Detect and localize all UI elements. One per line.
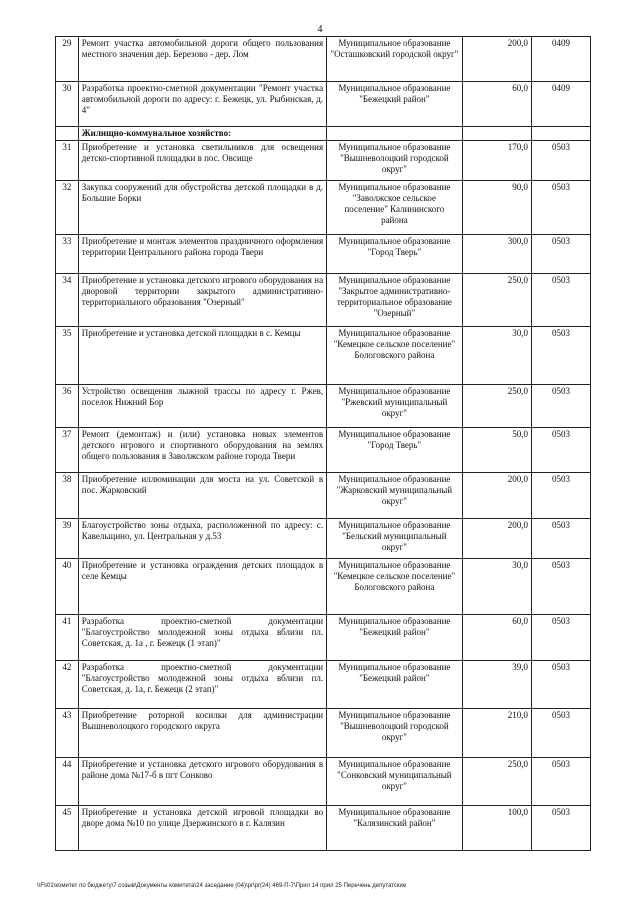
row-description: Закупка сооружений для обустройства детской площадки в д. Большие Борки (78, 181, 326, 235)
row-municipality: Муниципальное образование "Кемецкое сельское поселение" Бологовского района (327, 559, 463, 615)
row-amount: 90,0 (462, 181, 531, 235)
row-municipality: Муниципальное образование "Вышневолоцкий городской округ" (327, 141, 463, 181)
row-description: Ремонт (демонтаж) и (или) установка новых элементов детского игрового и спортивного оборудования на землях общего пользования в Заволжском районе города Твери (78, 428, 326, 473)
row-number: 37 (56, 428, 79, 473)
row-amount: 250,0 (462, 274, 531, 327)
row-number: 32 (56, 181, 79, 235)
row-amount: 50,0 (462, 428, 531, 473)
footer-file-path: \\Fs01\комитет по бюджету\7 созыв\Документы комитета\24 заседание (04)\pr\pr(24) 469-П-7\Прил 14 прил 25 Перечень депутатские (37, 883, 407, 889)
row-code: 0503 (531, 235, 590, 274)
row-amount: 200,0 (462, 519, 531, 559)
row-description: Приобретение и установка детского игрового оборудования на дворовой территории закрытого административно-территориального образования "Озерный" (78, 274, 326, 327)
row-description: Устройство освещения лыжной трассы по адресу г. Ржев, поселок Нижний Бор (78, 385, 326, 428)
row-code: 0503 (531, 709, 590, 758)
section-empty-cell (327, 127, 463, 141)
section-row (56, 127, 591, 141)
table-row (56, 181, 591, 235)
row-number: 42 (56, 661, 79, 709)
table-row (56, 82, 591, 127)
table-row (56, 661, 591, 709)
row-number: 38 (56, 473, 79, 519)
row-amount: 100,0 (462, 806, 531, 851)
row-description: Приобретение и монтаж элементов праздничного оформления территории Центрального района города Твери (78, 235, 326, 274)
table-row (56, 235, 591, 274)
row-municipality: Муниципальное образование "Бежецкий район" (327, 615, 463, 661)
row-number: 44 (56, 758, 79, 806)
table-row (56, 758, 591, 806)
row-municipality: Муниципальное образование "Калязинский район" (327, 806, 463, 851)
table-row (56, 141, 591, 181)
row-municipality: Муниципальное образование "Закрытое административно-территориальное образование "Озерный" (327, 274, 463, 327)
page-number: 4 (317, 24, 323, 35)
row-number: 31 (56, 141, 79, 181)
row-number: 41 (56, 615, 79, 661)
row-description: Приобретение и установка ограждения детских площадок в селе Кемцы (78, 559, 326, 615)
row-code: 0503 (531, 181, 590, 235)
row-municipality: Муниципальное образование "Ржевский муниципальный округ" (327, 385, 463, 428)
row-number: 36 (56, 385, 79, 428)
row-code: 0503 (531, 661, 590, 709)
row-amount: 200,0 (462, 37, 531, 82)
row-code: 0503 (531, 274, 590, 327)
row-number: 43 (56, 709, 79, 758)
row-amount: 60,0 (462, 615, 531, 661)
row-number: 34 (56, 274, 79, 327)
row-code: 0503 (531, 385, 590, 428)
table-row (56, 385, 591, 428)
row-description: Разработка проектно-сметной документации "Благоустройство молодежной зоны отдыха вблизи пл. Советская, д. 1а, г. Бежецк (2 этап)" (78, 661, 326, 709)
row-number: 45 (56, 806, 79, 851)
row-municipality: Муниципальное образование "Жарковский муниципальный округ" (327, 473, 463, 519)
row-amount: 210,0 (462, 709, 531, 758)
row-amount: 170,0 (462, 141, 531, 181)
row-code: 0503 (531, 615, 590, 661)
row-number: 39 (56, 519, 79, 559)
row-description: Приобретение и установка светильников для освещения детско-спортивной площадки в пос. Овсище (78, 141, 326, 181)
row-amount: 30,0 (462, 327, 531, 385)
row-amount: 30,0 (462, 559, 531, 615)
table-row (56, 37, 591, 82)
row-code: 0503 (531, 806, 590, 851)
section-title: Жилищно-коммунальное хозяйство: (78, 127, 326, 141)
row-code: 0503 (531, 473, 590, 519)
table-row (56, 519, 591, 559)
row-number: 30 (56, 82, 79, 127)
row-description: Приобретение и установка детского игрового оборудования в районе дома №17-б в пгт Сонково (78, 758, 326, 806)
row-amount: 250,0 (462, 385, 531, 428)
row-description: Ремонт участка автомобильной дороги общего пользования местного значения дер. Березово - дер. Лом (78, 37, 326, 82)
row-code: 0503 (531, 428, 590, 473)
row-number: 29 (56, 37, 79, 82)
row-municipality: Муниципальное образование "Бежецкий район" (327, 661, 463, 709)
row-municipality: Муниципальное образование "Бельский муниципальный округ" (327, 519, 463, 559)
row-description: Разработка проектно-сметной документации "Ремонт участка автомобильной дороги по адресу: г. Бежецк, ул. Рыбинская, д. 4" (78, 82, 326, 127)
row-code: 0503 (531, 327, 590, 385)
row-description: Разработка проектно-сметной документации "Благоустройство молодежной зоны отдыха вблизи пл. Советская, д. 1а , г. Бежецк (1 этап)" (78, 615, 326, 661)
row-code: 0503 (531, 519, 590, 559)
row-amount: 300,0 (462, 235, 531, 274)
row-amount: 250,0 (462, 758, 531, 806)
table-row (56, 806, 591, 851)
row-description: Приобретение и установка детской площадки в с. Кемцы (78, 327, 326, 385)
row-municipality: Муниципальное образование "Сонковский муниципальный округ" (327, 758, 463, 806)
row-amount: 39,0 (462, 661, 531, 709)
table-row (56, 327, 591, 385)
row-municipality: Муниципальное образование "Город Тверь" (327, 428, 463, 473)
row-municipality: Муниципальное образование "Заволжское сельское поселение" Калининского района (327, 181, 463, 235)
table-row (56, 615, 591, 661)
row-description: Приобретение иллюминации для моста на ул. Советской в пос. Жарковский (78, 473, 326, 519)
row-description: Приобретение и установка детской игровой площадки во дворе дома №10 по улице Дзержинского в г. Калязин (78, 806, 326, 851)
row-code: 0409 (531, 82, 590, 127)
section-empty-cell (531, 127, 590, 141)
row-municipality: Муниципальное образование "Кемецкое сельское поселение" Бологовского района (327, 327, 463, 385)
table-row (56, 473, 591, 519)
row-amount: 60,0 (462, 82, 531, 127)
row-code: 0503 (531, 559, 590, 615)
row-description: Благоустройство зоны отдыха, расположенной по адресу: с. Кавельщино, ул. Центральная у д.53 (78, 519, 326, 559)
row-code: 0503 (531, 141, 590, 181)
row-municipality: Муниципальное образование "Бежецкий район" (327, 82, 463, 127)
row-municipality: Муниципальное образование "Город Тверь" (327, 235, 463, 274)
row-code: 0503 (531, 758, 590, 806)
table-row (56, 559, 591, 615)
row-description: Приобретение роторной косилки для администрации Вышневолоцкого городского округа (78, 709, 326, 758)
table-row (56, 274, 591, 327)
allocation-table (55, 36, 591, 851)
row-number: 40 (56, 559, 79, 615)
section-number-cell (56, 127, 79, 141)
table-row (56, 428, 591, 473)
row-amount: 200,0 (462, 473, 531, 519)
row-municipality: Муниципальное образование "Осташковский городской округ" (327, 37, 463, 82)
section-empty-cell (462, 127, 531, 141)
row-municipality: Муниципальное образование "Вышневолоцкий городской округ" (327, 709, 463, 758)
row-number: 35 (56, 327, 79, 385)
row-code: 0409 (531, 37, 590, 82)
table-row (56, 709, 591, 758)
row-number: 33 (56, 235, 79, 274)
